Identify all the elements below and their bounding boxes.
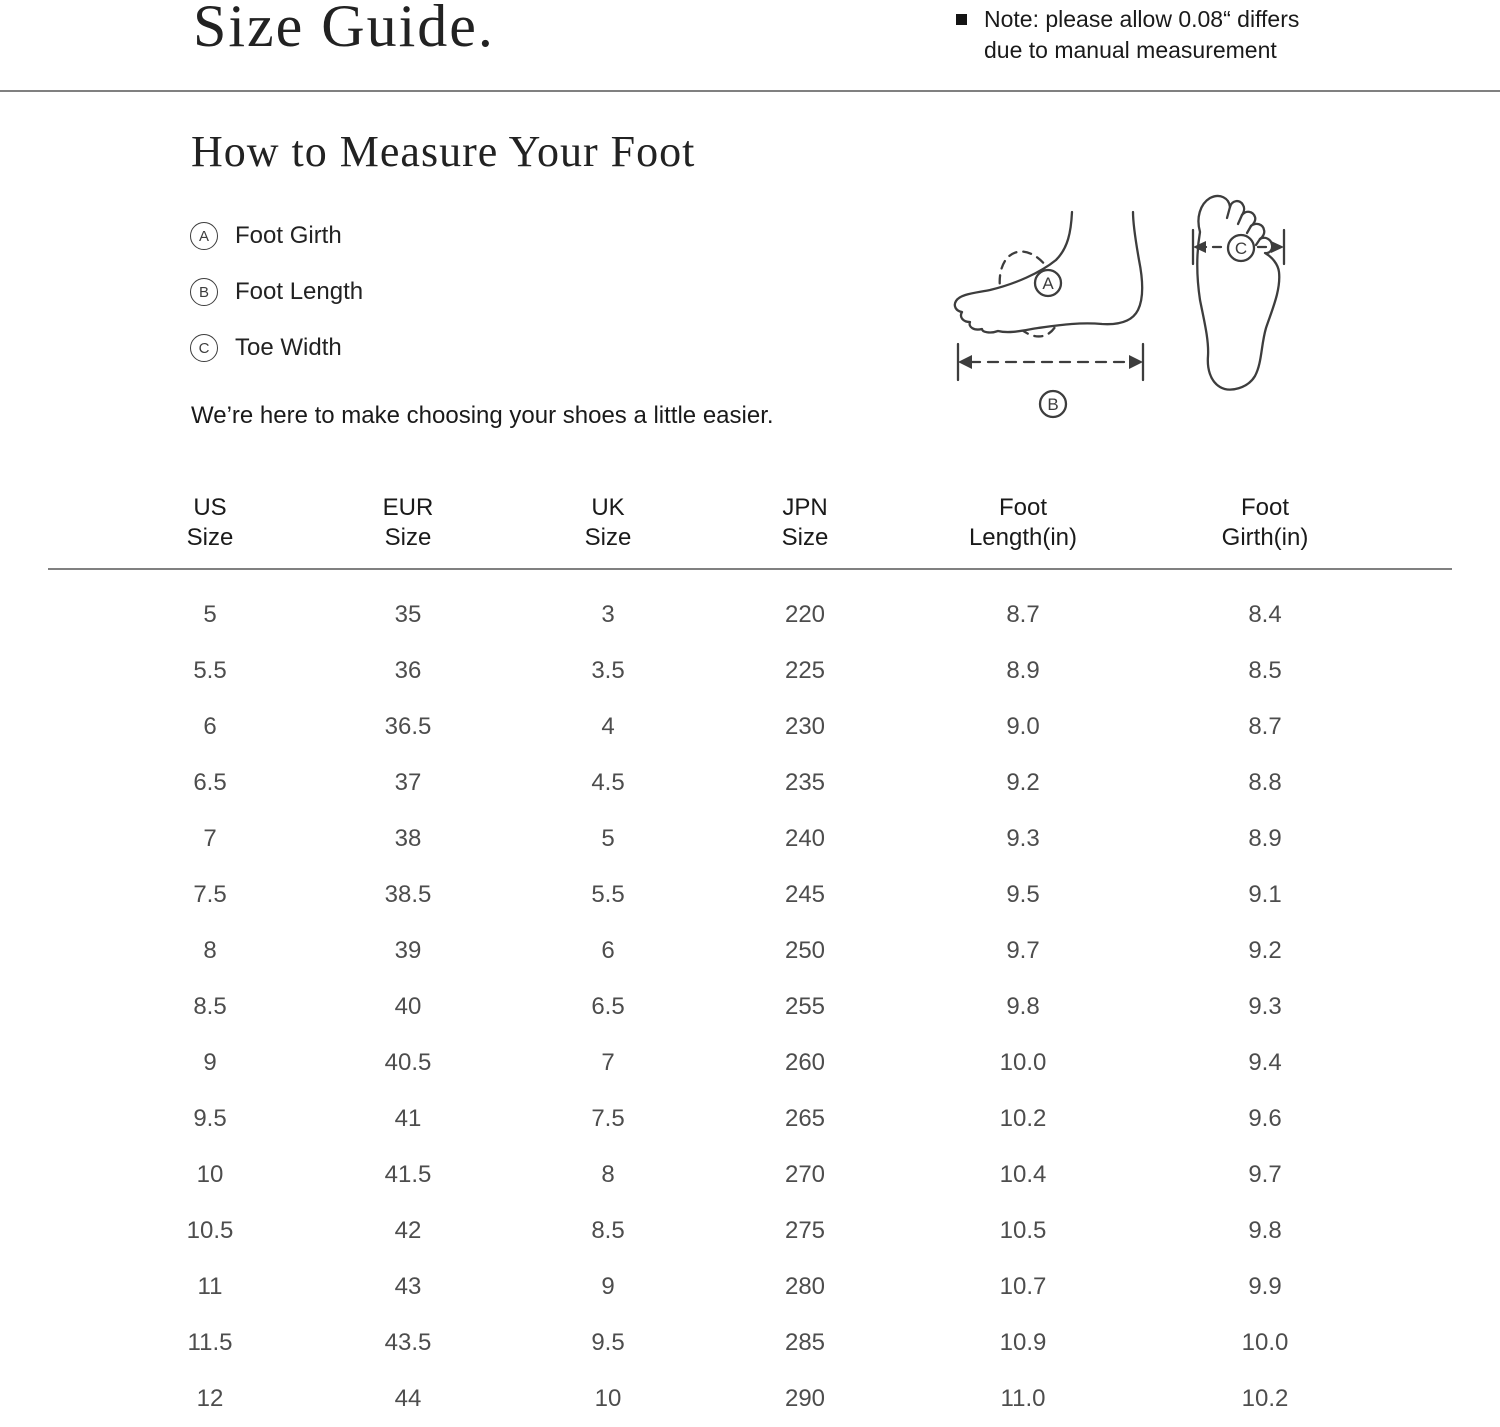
column-header-line2: Size	[584, 524, 632, 551]
table-cell: 260	[784, 1049, 826, 1076]
circled-a-icon: A	[190, 222, 218, 250]
legend-item-foot-length	[190, 278, 363, 306]
table-cell: 12	[196, 1385, 224, 1412]
table-cell: 3.5	[591, 657, 625, 684]
column-header-line1: JPN	[782, 494, 828, 521]
table-cell: 38	[394, 825, 422, 852]
column-header	[48, 485, 372, 553]
table-row	[48, 1035, 1452, 1091]
table-cell: 35	[394, 601, 422, 628]
table-cell: 8.7	[1006, 601, 1040, 628]
table-cell: 8	[203, 937, 217, 964]
table-cell: 265	[784, 1105, 826, 1132]
table-cell: 41	[394, 1105, 422, 1132]
column-header-line1: US	[193, 494, 227, 521]
column-header	[372, 485, 444, 553]
table-cell: 6.5	[591, 993, 625, 1020]
diagram-label-a: A	[1042, 274, 1054, 293]
measurement-note	[956, 4, 1299, 66]
table-row	[48, 979, 1452, 1035]
table-cell: 250	[784, 937, 826, 964]
table-cell: 230	[784, 713, 826, 740]
column-header-line2: Size	[384, 524, 432, 551]
table-cell: 8.7	[1248, 713, 1282, 740]
table-cell: 10.2	[999, 1105, 1047, 1132]
table-cell: 42	[394, 1217, 422, 1244]
legend-item-foot-girth	[190, 222, 363, 250]
table-cell: 11	[197, 1273, 223, 1300]
diagram-label-b: B	[1047, 395, 1059, 414]
diagram-label-c: C	[1234, 239, 1248, 258]
column-header-line2: Size	[781, 524, 829, 551]
table-cell: 9.1	[1248, 881, 1282, 908]
column-header-line1: UK	[591, 494, 625, 521]
table-cell: 7	[601, 1049, 615, 1076]
table-cell: 9.7	[1248, 1161, 1282, 1188]
measure-heading: How to Measure Your Foot	[191, 127, 696, 176]
table-row	[48, 811, 1452, 867]
table-cell: 5.5	[193, 657, 227, 684]
column-header-line1: Foot	[998, 494, 1048, 521]
table-cell: 9.5	[193, 1105, 227, 1132]
table-cell: 10.9	[999, 1329, 1047, 1356]
table-cell: 6.5	[193, 769, 227, 796]
table-cell: 4	[601, 713, 615, 740]
table-cell: 9.5	[591, 1329, 625, 1356]
length-arrow-left	[958, 355, 972, 369]
table-cell: 40	[394, 993, 422, 1020]
table-row	[48, 699, 1452, 755]
table-cell: 10.2	[1241, 1385, 1289, 1412]
column-header-line1: Foot	[1240, 494, 1290, 521]
table-cell: 4.5	[591, 769, 625, 796]
table-cell: 8.9	[1248, 825, 1282, 852]
table-cell: 6	[601, 937, 615, 964]
table-cell: 5	[203, 601, 217, 628]
table-cell: 10.5	[186, 1217, 234, 1244]
column-header	[1208, 485, 1322, 553]
note-line-1: Note: please allow 0.08“ differs	[984, 6, 1300, 32]
table-cell: 9.8	[1248, 1217, 1282, 1244]
table-cell: 6	[203, 713, 217, 740]
table-row	[48, 643, 1452, 699]
table-cell: 8.5	[1248, 657, 1282, 684]
circled-c-icon: C	[190, 334, 218, 362]
column-header-line2: Girth(in)	[1221, 524, 1309, 551]
table-row	[48, 1147, 1452, 1203]
table-cell: 225	[784, 657, 826, 684]
header-divider	[0, 90, 1500, 92]
table-cell: 235	[784, 769, 826, 796]
table-cell: 9.5	[1006, 881, 1040, 908]
table-cell: 10	[196, 1161, 224, 1188]
table-cell: 9.3	[1006, 825, 1040, 852]
table-cell: 9.4	[1248, 1049, 1282, 1076]
table-cell: 9.2	[1006, 769, 1040, 796]
table-row	[48, 1371, 1452, 1427]
table-cell: 10	[594, 1385, 622, 1412]
table-cell: 11.5	[187, 1329, 233, 1356]
table-cell: 9.3	[1248, 993, 1282, 1020]
table-cell: 280	[784, 1273, 826, 1300]
foot-measurement-diagram	[920, 160, 1320, 440]
size-conversion-table	[48, 485, 1452, 1427]
table-cell: 39	[394, 937, 422, 964]
table-cell: 40.5	[384, 1049, 432, 1076]
table-cell: 10.4	[999, 1161, 1047, 1188]
table-cell: 10.7	[999, 1273, 1047, 1300]
table-cell: 36.5	[384, 713, 432, 740]
column-header	[838, 485, 1208, 553]
table-cell: 245	[784, 881, 826, 908]
table-cell: 38.5	[384, 881, 432, 908]
table-cell: 285	[784, 1329, 826, 1356]
column-header	[772, 485, 838, 553]
measurement-note-text	[984, 4, 1299, 66]
table-cell: 5	[601, 825, 615, 852]
table-cell: 9.8	[1006, 993, 1040, 1020]
table-cell: 8.8	[1248, 769, 1282, 796]
table-cell: 11.0	[1000, 1385, 1046, 1412]
column-header	[444, 485, 772, 553]
table-cell: 8.9	[1006, 657, 1040, 684]
table-cell: 220	[784, 601, 826, 628]
column-header-line1: EUR	[382, 494, 434, 521]
table-cell: 9.9	[1248, 1273, 1282, 1300]
table-cell: 9.0	[1006, 713, 1040, 740]
column-header-line2: Length(in)	[968, 524, 1078, 551]
table-cell: 9	[203, 1049, 217, 1076]
table-cell: 43	[394, 1273, 422, 1300]
table-cell: 8.5	[193, 993, 227, 1020]
tagline: We’re here to make choosing your shoes a little easier.	[191, 402, 774, 429]
length-arrow-right	[1129, 355, 1143, 369]
table-row	[48, 1259, 1452, 1315]
table-row	[48, 587, 1452, 643]
legend-label: Foot Length	[235, 278, 364, 305]
table-cell: 9.2	[1248, 937, 1282, 964]
table-cell: 9	[601, 1273, 615, 1300]
table-cell: 255	[784, 993, 826, 1020]
table-row	[48, 1091, 1452, 1147]
table-cell: 7.5	[193, 881, 227, 908]
legend-label: Foot Girth	[235, 222, 342, 249]
table-cell: 275	[784, 1217, 826, 1244]
table-cell: 44	[394, 1385, 422, 1412]
table-cell: 3	[601, 601, 615, 628]
table-cell: 37	[394, 769, 422, 796]
table-cell: 10.0	[1241, 1329, 1289, 1356]
measure-legend	[190, 222, 363, 390]
width-arrow-right	[1271, 241, 1284, 253]
table-cell: 270	[784, 1161, 826, 1188]
note-line-2: due to manual measurement	[984, 37, 1277, 63]
table-cell: 8.5	[591, 1217, 625, 1244]
table-row	[48, 755, 1452, 811]
table-cell: 5.5	[591, 881, 625, 908]
circled-b-icon: B	[190, 278, 218, 306]
table-cell: 8.4	[1248, 601, 1282, 628]
size-table-header	[48, 485, 1452, 553]
table-cell: 9.6	[1248, 1105, 1282, 1132]
table-cell: 41.5	[384, 1161, 432, 1188]
table-cell: 7.5	[591, 1105, 625, 1132]
table-cell: 7	[203, 825, 217, 852]
table-cell: 36	[394, 657, 422, 684]
column-header-line2: Size	[186, 524, 234, 551]
table-row	[48, 923, 1452, 979]
table-cell: 10.5	[999, 1217, 1047, 1244]
table-cell: 9.7	[1006, 937, 1040, 964]
table-cell: 10.0	[999, 1049, 1047, 1076]
table-row	[48, 1203, 1452, 1259]
table-row	[48, 867, 1452, 923]
table-cell: 43.5	[384, 1329, 432, 1356]
page-title: Size Guide.	[193, 0, 495, 59]
table-cell: 290	[784, 1385, 826, 1412]
square-bullet-icon	[956, 14, 967, 25]
size-table-body	[48, 570, 1452, 1427]
legend-label: Toe Width	[235, 334, 342, 361]
table-row	[48, 1315, 1452, 1371]
legend-item-toe-width	[190, 334, 363, 362]
table-cell: 240	[784, 825, 826, 852]
table-cell: 8	[601, 1161, 615, 1188]
